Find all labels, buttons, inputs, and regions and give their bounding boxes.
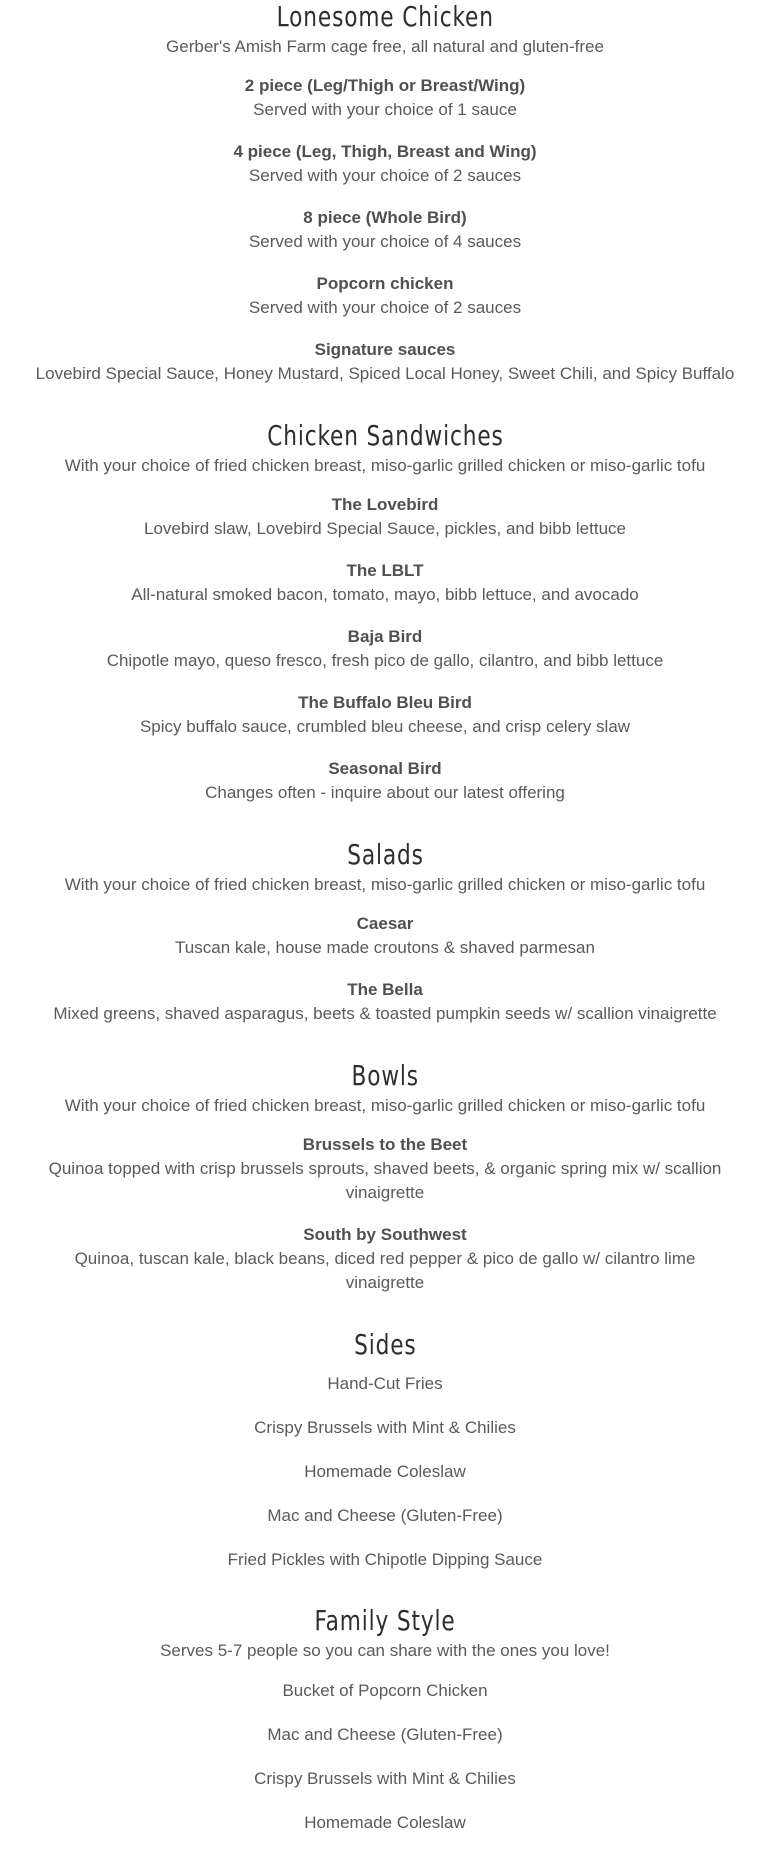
section-sides	[0, 1328, 770, 1572]
item-name: The Lovebird	[331, 495, 439, 514]
item-description: All-natural smoked bacon, tomato, mayo, bibb lettuce, and avocado	[131, 585, 639, 604]
side-item: Crispy Brussels with Mint & Chilies	[254, 1418, 516, 1437]
section-description: Gerber's Amish Farm cage free, all natural and gluten-free	[166, 37, 604, 56]
menu-item	[0, 140, 770, 188]
menu-item	[0, 691, 770, 739]
item-description: Served with your choice of 2 sauces	[248, 298, 522, 317]
menu-item	[0, 978, 770, 1026]
section-description: Serves 5-7 people so you can share with the ones you love!	[160, 1641, 610, 1660]
menu-item	[0, 625, 770, 673]
family-item: Bucket of Popcorn Chicken	[282, 1681, 488, 1700]
item-name: The LBLT	[346, 561, 424, 580]
family-item: Mac and Cheese (Gluten-Free)	[267, 1725, 503, 1744]
menu-item	[0, 912, 770, 960]
item-name: 8 piece (Whole Bird)	[303, 208, 467, 227]
section-description: With your choice of fried chicken breast, miso-garlic grilled chicken or miso-garlic tofu	[64, 875, 706, 894]
side-item: Homemade Coleslaw	[304, 1462, 466, 1481]
menu-item	[0, 757, 770, 805]
section-family-style	[0, 1604, 770, 1835]
item-name: Baja Bird	[347, 627, 423, 646]
section-title: Sides	[353, 1328, 417, 1361]
menu-item	[0, 559, 770, 607]
section-salads	[0, 838, 770, 1026]
item-name: 2 piece (Leg/Thigh or Breast/Wing)	[244, 76, 526, 95]
menu-item	[0, 206, 770, 254]
section-title: Chicken Sandwiches	[266, 419, 504, 452]
item-description: Served with your choice of 1 sauce	[253, 100, 517, 119]
item-name: Signature sauces	[314, 340, 456, 359]
item-description: Served with your choice of 2 sauces	[248, 166, 522, 185]
section-chicken-sandwiches	[0, 419, 770, 805]
section-bowls	[0, 1059, 770, 1295]
section-description: With your choice of fried chicken breast, miso-garlic grilled chicken or miso-garlic tofu	[64, 456, 706, 475]
item-name: Brussels to the Beet	[302, 1135, 468, 1154]
item-name: Seasonal Bird	[328, 759, 442, 778]
menu-item	[0, 493, 770, 541]
item-name: 4 piece (Leg, Thigh, Breast and Wing)	[233, 142, 537, 161]
family-item: Homemade Coleslaw	[304, 1813, 466, 1832]
section-title: Lonesome Chicken	[276, 0, 494, 33]
section-title: Family Style	[314, 1604, 456, 1637]
item-description: Lovebird slaw, Lovebird Special Sauce, pickles, and bibb lettuce	[144, 519, 626, 538]
item-description: Quinoa topped with crisp brussels sprouts, shaved beets, & organic spring mix w/ scallion vinaigrette	[48, 1159, 722, 1202]
item-description: Quinoa, tuscan kale, black beans, diced red pepper & pico de gallo w/ cilantro lime vinaigrette	[74, 1249, 696, 1292]
item-description: Served with your choice of 4 sauces	[248, 232, 522, 251]
item-name: Popcorn chicken	[316, 274, 454, 293]
item-description: Mixed greens, shaved asparagus, beets & toasted pumpkin seeds w/ scallion vinaigrette	[53, 1004, 717, 1023]
side-item: Fried Pickles with Chipotle Dipping Sauce	[227, 1550, 543, 1569]
item-description: Chipotle mayo, queso fresco, fresh pico de gallo, cilantro, and bibb lettuce	[106, 651, 664, 670]
item-name: The Buffalo Bleu Bird	[298, 693, 472, 712]
menu-item	[0, 338, 770, 386]
item-name: South by Southwest	[303, 1225, 467, 1244]
section-title: Bowls	[351, 1059, 419, 1092]
menu-item	[0, 74, 770, 122]
family-item: Crispy Brussels with Mint & Chilies	[254, 1769, 516, 1788]
item-description: Tuscan kale, house made croutons & shaved parmesan	[175, 938, 595, 957]
section-title: Salads	[346, 838, 424, 871]
menu-item	[0, 272, 770, 320]
menu-item	[0, 1133, 770, 1205]
section-lonesome-chicken	[0, 0, 770, 386]
item-name: The Bella	[347, 980, 423, 999]
item-description: Lovebird Special Sauce, Honey Mustard, Spiced Local Honey, Sweet Chili, and Spicy Buffalo	[35, 364, 735, 383]
item-name: Caesar	[356, 914, 414, 933]
side-item: Hand-Cut Fries	[327, 1374, 443, 1393]
menu-item	[0, 1223, 770, 1295]
item-description: Changes often - inquire about our latest offering	[205, 783, 565, 802]
item-description: Spicy buffalo sauce, crumbled bleu cheese, and crisp celery slaw	[139, 717, 631, 736]
section-description: With your choice of fried chicken breast, miso-garlic grilled chicken or miso-garlic tofu	[64, 1096, 706, 1115]
side-item: Mac and Cheese (Gluten-Free)	[267, 1506, 503, 1525]
